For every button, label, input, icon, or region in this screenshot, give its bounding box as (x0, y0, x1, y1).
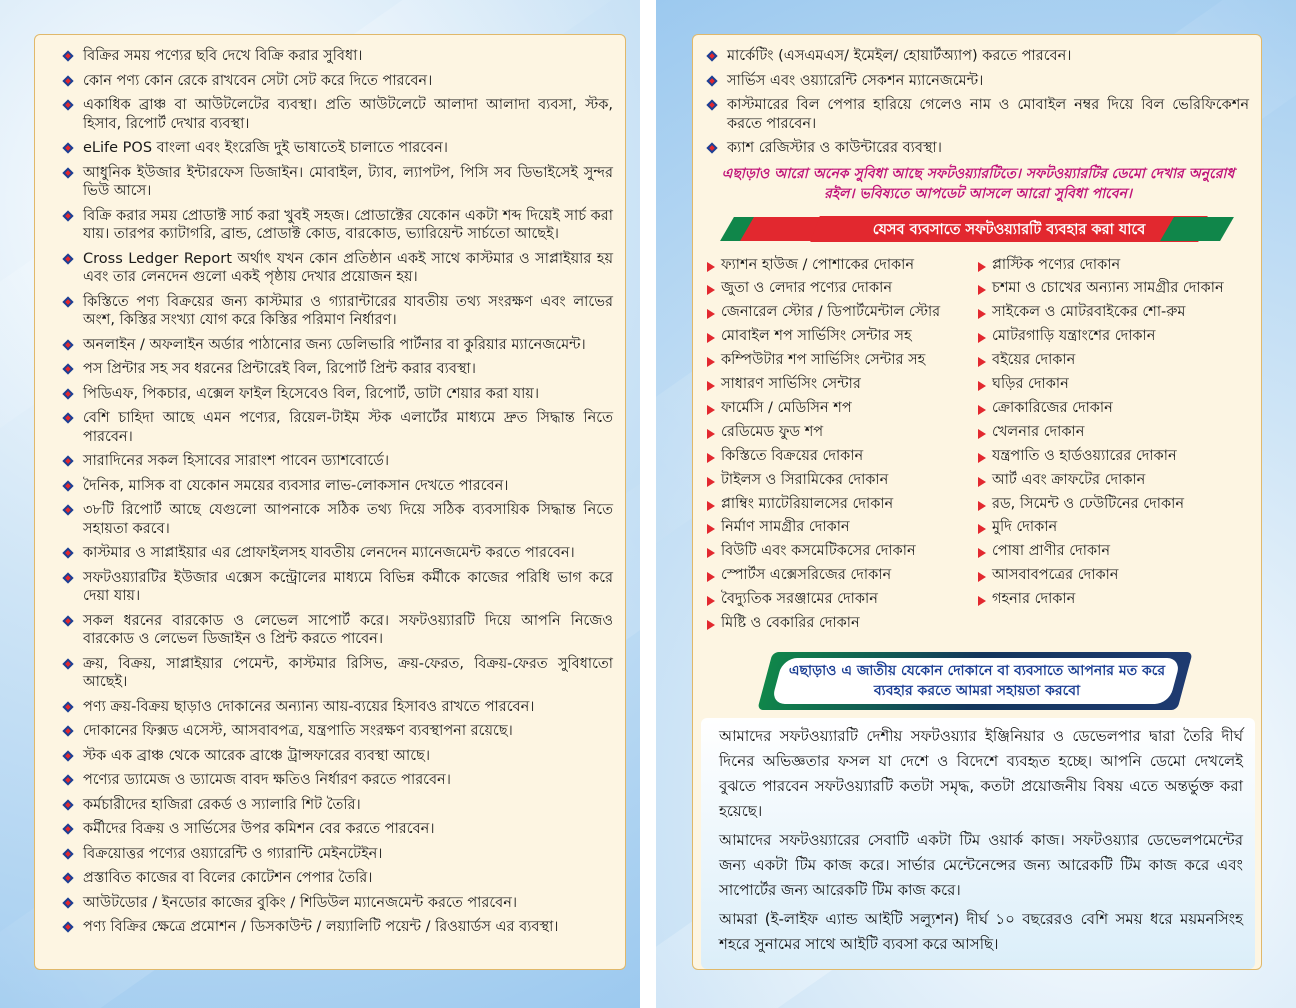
feature-item: আউটডোর / ইনডোর কাজের বুকিং / শিডিউল ম্যানেজমেন্ট করতে পারবেন। (63, 894, 613, 913)
diamond-bullet-icon (63, 51, 73, 61)
feature-item: সার্ভিস এবং ওয়্যারেন্টি সেকশন ম্যানেজমেন্ট। (707, 72, 1249, 91)
feature-item: দৈনিক, মাসিক বা যেকোন সময়ের ব্যবসার লাভ-লোকসান দেখতে পারবেন। (63, 477, 613, 496)
diamond-bullet-icon (707, 100, 717, 110)
business-item: ফ্যাশন হাউজ / পোশাকের দোকান (707, 254, 978, 278)
arrow-bullet-icon (707, 357, 715, 367)
banner-title: যেসব ব্যবসাতে সফটওয়্যারটি ব্যবহার করা যাবে (872, 221, 1146, 238)
arrow-bullet-icon (978, 357, 986, 367)
feature-item: কর্মচারীদের হাজিরা রেকর্ড ও স্যালারি শিট তৈরি। (63, 796, 613, 815)
arrow-bullet-icon (978, 572, 986, 582)
diamond-bullet-icon (63, 573, 73, 583)
arrow-bullet-icon (707, 501, 715, 511)
business-item: টাইলস ও সিরামিকের দোকান (707, 469, 978, 493)
business-item: জুতা ও লেদার পণ্যের দোকান (707, 277, 978, 301)
business-item: রেডিমেড ফুড শপ (707, 421, 978, 445)
business-item: আর্ট এবং ক্রাফটের দোকান (978, 469, 1249, 493)
business-item: কিস্তিতে বিক্রয়ের দোকান (707, 445, 978, 469)
diamond-bullet-icon (63, 616, 73, 626)
business-item: মোবাইল শপ সার্ভিসিং সেন্টার সহ (707, 325, 978, 349)
diamond-bullet-icon (63, 824, 73, 834)
feature-item: মার্কেটিং (এসএমএস/ ইমেইল/ হোয়ার্টঅ্যাপ) করতে পারবেন। (707, 47, 1249, 66)
feature-item: কোন পণ্য কোন রেকে রাখবেন সেটা সেট করে দিতে পারবেন। (63, 72, 613, 91)
arrow-bullet-icon (978, 405, 986, 415)
business-item: মোটরগাড়ি যন্ত্রাংশের দোকান (978, 325, 1249, 349)
business-item: মিষ্টি ও বেকারির দোকান (707, 612, 978, 636)
business-item: বইয়ের দোকান (978, 349, 1249, 373)
feature-item: বিক্রির সময় পণ্যের ছবি দেখে বিক্রি করার সুবিধা। (63, 47, 613, 66)
diamond-bullet-icon (63, 211, 73, 221)
about-section (701, 718, 1255, 969)
feature-item: বিক্রয়োত্তর পণ্যের ওয়্যারেন্টি ও গ্যারান্টি মেইনটেইন। (63, 845, 613, 864)
page-fold (640, 0, 656, 1008)
feature-item: ৩৮টি রিপোর্ট আছে যেগুলো আপনাকে সঠিক তথ্য দিয়ে সঠিক ব্যবসায়িক সিদ্ধান্ত নিতে সহায়তা করবে। (63, 501, 613, 538)
diamond-bullet-icon (63, 143, 73, 153)
diamond-bullet-icon (63, 456, 73, 466)
feature-item: পণ্য ক্রয়-বিক্রয় ছাড়াও দোকানের অন্যান্য আয়-ব্যয়ের হিসাবও রাখতে পারবেন। (63, 698, 613, 717)
business-item: সাইকেল ও মোটরবাইকের শো-রুম (978, 301, 1249, 325)
diamond-bullet-icon (63, 922, 73, 932)
arrow-bullet-icon (707, 477, 715, 487)
arrow-bullet-icon (707, 596, 715, 606)
diamond-bullet-icon (707, 51, 717, 61)
feature-item: পিডিএফ, পিকচার, এক্সেল ফাইল হিসেবেও বিল, রিপোর্ট, ডাটা শেয়ার করা যায়। (63, 385, 613, 404)
left-feature-list (63, 47, 613, 937)
about-paragraph: আমরা (ই-লাইফ এ্যান্ড আইটি সল্যুশন) দীর্ঘ ১০ বছরেরও বেশি সময় ধরে ময়মনসিংহ শহরে সুনামের সাথে আইটি ব্যবসা করে আসছি। (719, 910, 1243, 953)
feature-item: কর্মীদের বিক্রয় ও সার্ভিসের উপর কমিশন বের করতে পারবেন। (63, 820, 613, 839)
arrow-bullet-icon (978, 381, 986, 391)
feature-item: পণ্যের ড্যামেজ ও ড্যামেজ বাবদ ক্ষতিও নির্ধারণ করতে পারবেন। (63, 771, 613, 790)
arrow-bullet-icon (978, 477, 986, 487)
business-item: সাধারণ সার্ভিসিং সেন্টার (707, 373, 978, 397)
support-callout-text: এছাড়াও এ জাতীয় যেকোন দোকানে বা ব্যবসাতে আপনার মত করে ব্যবহার করতে আমরা সহায়তা করবো (788, 663, 1166, 699)
diamond-bullet-icon (63, 548, 73, 558)
diamond-bullet-icon (63, 659, 73, 669)
feature-item: স্টক এক ব্রাঞ্চ থেকে আরেক ব্রাঞ্চে ট্রান্সফারের ব্যবস্থা আছে। (63, 747, 613, 766)
feature-item: বিক্রি করার সময় প্রোডাক্ট সার্চ করা খুবই সহজ। প্রোডাক্টের যেকোন একটা শব্দ দিয়েই সার্চ করা যায়। তারপর ক্যাটাগরি, ব্রান্ড, প্রোডাক্ট কোড, বারকোড, ভ্যারিয়েন্ট সার্চতো আছেই। (63, 207, 613, 244)
business-item: যন্ত্রপাতি ও হার্ডওয়্যারের দোকান (978, 445, 1249, 469)
arrow-bullet-icon (707, 309, 715, 319)
arrow-bullet-icon (978, 285, 986, 295)
diamond-bullet-icon (707, 76, 717, 86)
feature-item: ক্যাশ রেজিস্টার ও কাউন্টারের ব্যবস্থা। (707, 139, 1249, 158)
diamond-bullet-icon (63, 505, 73, 515)
business-item: নির্মাণ সামগ্রীর দোকান (707, 516, 978, 540)
business-item: রড, সিমেন্ট ও ঢেউটিনের দোকান (978, 493, 1249, 517)
diamond-bullet-icon (63, 340, 73, 350)
feature-item: eLife POS বাংলা এবং ইংরেজি দুই ভাষাতেই চালাতে পারবেন। (63, 139, 613, 158)
arrow-bullet-icon (978, 501, 986, 511)
feature-item: কিস্তিতে পণ্য বিক্রয়ের জন্য কাস্টমার ও গ্যারান্টারের যাবতীয় তথ্য সংরক্ষণ এবং লাভের অংশ, কিস্তির সংখ্যা যোগ করে কিস্তির পরিমাণ নির্ধারণ। (63, 293, 613, 330)
business-list (707, 254, 1249, 637)
right-feature-list (707, 47, 1249, 158)
diamond-bullet-icon (63, 726, 73, 736)
business-item: ঘড়ির দোকান (978, 373, 1249, 397)
business-item: গহনার দোকান (978, 588, 1249, 612)
feature-item: পস প্রিন্টার সহ সব ধরনের প্রিন্টারেই বিল, রিপোর্ট প্রিন্ট করার ব্যবস্থা। (63, 360, 613, 379)
arrow-bullet-icon (707, 620, 715, 630)
feature-item: প্রস্তাবিত কাজের বা বিলের কোটেশন পেপার তৈরি। (63, 869, 613, 888)
diamond-bullet-icon (63, 413, 73, 423)
business-item: প্লাস্টিক পণ্যের দোকান (978, 254, 1249, 278)
diamond-bullet-icon (63, 254, 73, 264)
arrow-bullet-icon (978, 596, 986, 606)
arrow-bullet-icon (707, 333, 715, 343)
arrow-bullet-icon (707, 524, 715, 534)
diamond-bullet-icon (63, 849, 73, 859)
business-item: প্লাম্বিং ম্যাটেরিয়ালসের দোকান (707, 493, 978, 517)
business-item: মুদি দোকান (978, 516, 1249, 540)
business-column-1 (707, 254, 978, 637)
feature-item: সারাদিনের সকল হিসাবের সারাংশ পাবেন ড্যাশবোর্ডে। (63, 452, 613, 471)
diamond-bullet-icon (63, 168, 73, 178)
arrow-bullet-icon (707, 429, 715, 439)
diamond-bullet-icon (63, 100, 73, 110)
business-item: ফার্মেসি / মেডিসিন শপ (707, 397, 978, 421)
diamond-bullet-icon (63, 76, 73, 86)
diamond-bullet-icon (707, 143, 717, 153)
diamond-bullet-icon (63, 481, 73, 491)
arrow-bullet-icon (978, 333, 986, 343)
arrow-bullet-icon (707, 262, 715, 272)
diamond-bullet-icon (63, 751, 73, 761)
business-item: বিউটি এবং কসমেটিকসের দোকান (707, 540, 978, 564)
arrow-bullet-icon (978, 309, 986, 319)
diamond-bullet-icon (63, 873, 73, 883)
feature-item: কাস্টমারের বিল পেপার হারিয়ে গেলেও নাম ও মোবাইল নম্বর দিয়ে বিল ভেরিফিকেশন করতে পারবেন। (707, 96, 1249, 133)
support-callout (765, 652, 1185, 710)
diamond-bullet-icon (63, 702, 73, 712)
feature-item: সফটওয়্যারটির ইউজার এক্সেস কন্ট্রোলের মাধ্যমে বিভিন্ন কর্মীকে কাজের পরিধি ভাগ করে দেয়া যায়। (63, 569, 613, 606)
arrow-bullet-icon (707, 381, 715, 391)
business-item: ক্রোকারিজের দোকান (978, 397, 1249, 421)
arrow-bullet-icon (978, 524, 986, 534)
feature-item: সকল ধরনের বারকোড ও লেভেল সাপোর্ট করে। সফটওয়্যারটি দিয়ে আপনি নিজেও বারকোড ও লেভেল ডিজাইন ও প্রিন্ট করতে পাবেন। (63, 612, 613, 649)
business-item: বৈদ্যুতিক সরঞ্জামের দোকান (707, 588, 978, 612)
feature-item: বেশি চাহিদা আছে এমন পণ্যের, রিয়েল-টাইম স্টক এলার্টের মাধ্যমে দ্রুত সিদ্ধান্ত নিতে পারবেন। (63, 409, 613, 446)
arrow-bullet-icon (978, 548, 986, 558)
business-column-2 (978, 254, 1249, 637)
feature-item: দোকানের ফিক্সড এসেস্ট, আসবাবপত্র, যন্ত্রপাতি সংরক্ষণ ব্যবস্থাপনা রয়েছে। (63, 722, 613, 741)
business-item: স্পোর্টস এক্সেসরিজের দোকান (707, 564, 978, 588)
arrow-bullet-icon (978, 262, 986, 272)
left-feature-panel (34, 34, 626, 970)
diamond-bullet-icon (63, 800, 73, 810)
business-item: পোষা প্রাণীর দোকান (978, 540, 1249, 564)
business-item: চশমা ও চোখের অন্যান্য সামগ্রীর দোকান (978, 277, 1249, 301)
diamond-bullet-icon (63, 898, 73, 908)
diamond-bullet-icon (63, 389, 73, 399)
business-item: আসবাবপত্রের দোকান (978, 564, 1249, 588)
arrow-bullet-icon (707, 572, 715, 582)
feature-item: একাধিক ব্রাঞ্চ বা আউটলেটের ব্যবস্থা। প্রতি আউটলেটে আলাদা আলাদা ব্যবসা, স্টক, হিসাব, রিপোর্ট দেখার ব্যবস্থা। (63, 96, 613, 133)
feature-item: পণ্য বিক্রির ক্ষেত্রে প্রমোশন / ডিসকাউন্ট / লয়্যালিটি পয়েন্ট / রিওয়ার্ডস এর ব্যবস্থা। (63, 918, 613, 937)
arrow-bullet-icon (707, 453, 715, 463)
arrow-bullet-icon (707, 405, 715, 415)
business-item: কম্পিউটার শপ সার্ভিসিং সেন্টার সহ (707, 349, 978, 373)
feature-item: আধুনিক ইউজার ইন্টারফেস ডিজাইন। মোবাইল, ট্যাব, ল্যাপটপ, পিসি সব ডিভাইসেই সুন্দর ভিউ আসে। (63, 164, 613, 201)
feature-item: ক্রয়, বিক্রয়, সাপ্লাইয়ার পেমেন্ট, কাস্টমার রিসিভ, ক্রয়-ফেরত, বিক্রয়-ফেরত সুবিধাতো আছেই। (63, 655, 613, 692)
more-features-note: এছাড়াও আরো অনেক সুবিধা আছে সফটওয়্যারটিতে। সফটওয়্যারটির ডেমো দেখার অনুরোধ রইল। ভবিষ্যতে আপডেট আসলে আরো সুবিধা পাবেন। (721, 165, 1235, 202)
diamond-bullet-icon (63, 775, 73, 785)
business-item: জেনারেল স্টোর / ডিপার্টমেন্টাল স্টোর (707, 301, 978, 325)
diamond-bullet-icon (63, 364, 73, 374)
feature-item: Cross Ledger Report অর্থাৎ যখন কোন প্রতিষ্ঠান একই সাথে কাস্টমার ও সাপ্লাইয়ার হয় এবং তার লেনদেন গুলো একই পৃষ্ঠায় দেখার প্রয়োজন হয়। (63, 250, 613, 287)
arrow-bullet-icon (978, 429, 986, 439)
right-feature-panel (692, 34, 1262, 970)
diamond-bullet-icon (63, 297, 73, 307)
about-paragraph: আমাদের সফটওয়্যারটি দেশীয় সফটওয়্যার ইঞ্জিনিয়ার ও ডেভেলপার দ্বারা তৈরি দীর্ঘ দিনের অভিজ্ঞতার ফসল যা দেশে ও বিদেশে ব্যবহৃত হচ্ছে। আপনি ডেমো দেখলেই বুঝতে পারবেন সফটওয়্যারটি কতটা সমৃদ্ধ, কতটা প্রয়োজনীয় বিষয় এতে অন্তর্ভুক্ত করা হয়েছে। (719, 727, 1243, 820)
feature-item: কাস্টমার ও সাপ্লাইয়ার এর প্রোফাইলসহ যাবতীয় লেনদেন ম্যানেজমেন্ট করতে পারবেন। (63, 544, 613, 563)
about-paragraph: আমাদের সফটওয়্যারের সেবাটি একটা টিম ওয়ার্ক কাজ। সফটওয়্যার ডেভেলপমেন্টের জন্য একটা টিম কাজ করে। সার্ভার মেন্টেনেন্সের জন্য আরেকটি টিম কাজ করে এবং সাপোর্টের জন্য আরেকটি টিম কাজ করে। (719, 831, 1243, 899)
business-item: খেলনার দোকান (978, 421, 1249, 445)
business-types-banner (727, 214, 1227, 244)
arrow-bullet-icon (707, 285, 715, 295)
arrow-bullet-icon (978, 453, 986, 463)
feature-item: অনলাইন / অফলাইন অর্ডার পাঠানোর জন্য ডেলিভারি পার্টনার বা কুরিয়ার ম্যানেজমেন্ট। (63, 336, 613, 355)
arrow-bullet-icon (707, 548, 715, 558)
